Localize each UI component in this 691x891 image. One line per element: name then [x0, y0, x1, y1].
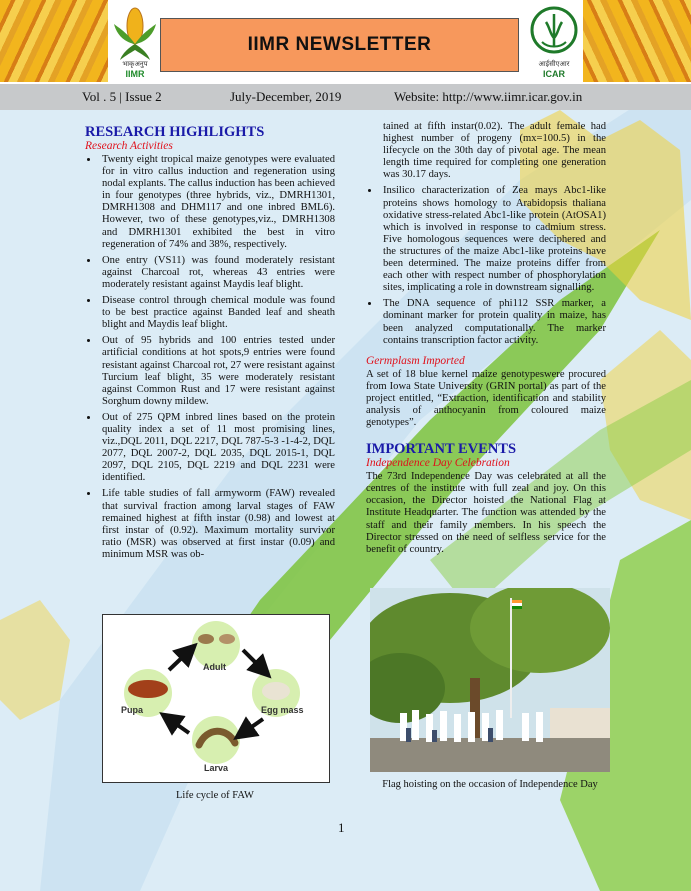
photo-image	[370, 588, 610, 772]
list-item: • Twenty eight tropical maize genotypes were evaluated for in vitro callus induction and regeneration using nodal explants. The callus induction has been achieved in four genotypes (three hybrids, viz., DMRH1301, DMRH1308 and DHM117 and one inbred BML6). However, two of these genotypes,viz., DMRH1308 and DMRH1301 exhibited the best in vitro regeneration of 74% and 38%, respectively.	[99, 154, 335, 251]
left-column	[85, 124, 335, 565]
icar-logo	[528, 4, 580, 80]
germplasm-heading: Germplasm Imported	[366, 354, 465, 367]
important-events-heading: IMPORTANT EVENTS	[366, 441, 517, 458]
list-item: • Out of 95 hybrids and 100 entries tested under artificial conditions at hot spots,9 entries were found resistant against Charcoal rot, 27 were resistant against Turcium leaf blight, 35 were moderately resistant against Common Rust and 17 were resistant against Sorghum downy mildew.	[99, 335, 335, 408]
faw-figure-caption: Life cycle of FAW	[176, 790, 254, 801]
research-highlights-heading: RESEARCH HIGHLIGHTS	[85, 124, 265, 140]
lifecycle-diagram	[103, 615, 329, 782]
list-item: • Out of 275 QPM inbred lines based on the protein quality index a set of 11 most promising lines, viz.,DQL 2011, DQL 2217, DQL 787-5-3 -1-4-2, DQL 2077, DQL 2007-2, DQL 2035, DQL 2015-1, DQL 2097, DQL 2105, DQL 2219 and DQL 2231 were identified.	[99, 412, 335, 485]
volume-issue: Vol . 5 | Issue 2	[82, 89, 162, 104]
corn-image-left	[0, 0, 108, 82]
germplasm-text: A set of 18 blue kernel maize genotypeswere procured from Iowa State University (GRIN portal) as part of the project entitled, “Extraction, identification and stability analysis of anthocyanin from coloured maize genotypes”.	[366, 368, 606, 429]
iimr-hindi-text: भाकृअनुप	[122, 60, 148, 68]
events-text: The 73rd Independence Day was celebrated at all the centres of the institute with full zeal and joy. On this occasion, the Director hoisted the National Flag at Institute Headquarter. The function was attended by the staff and their family members. In his speech the Director stressed on the need of selfless service for the benefit of country.	[366, 471, 606, 555]
photo-caption: Flag hoisting on the occasion of Independence Day	[382, 779, 598, 790]
icar-emblem-icon	[528, 4, 580, 60]
iimr-logo	[110, 4, 160, 80]
list-item: • One entry (VS11) was found moderately resistant against Charcoal rot, whereas 43 entries were moderately resistant against Maydis leaf blight.	[99, 255, 335, 291]
corn-image-right	[583, 0, 691, 82]
research-activities-heading: Research Activities	[85, 140, 173, 152]
header	[0, 0, 691, 84]
continued-text: tained at fifth instar(0.02). The adult female had highest number of progeny (mx=100.5) in the lifecycle on the 30th day of pivotal age. The mean length time required for completing one generation was 30.17 days.	[383, 121, 606, 181]
flag-hoisting-photo	[370, 588, 610, 772]
iimr-logo-text: IIMR	[125, 69, 145, 79]
info-bar	[0, 84, 691, 110]
website-link[interactable]: Website: http://www.iimr.icar.gov.in	[394, 89, 583, 104]
egg-mass-label: Egg mass	[261, 705, 304, 715]
page-number: 1	[338, 820, 345, 835]
faw-lifecycle-figure	[102, 614, 330, 783]
list-item: • Insilico characterization of Zea mays Abc1-like proteins shows homology to Arabidopsis thaliana oxidative stress-related Abc1-like protein (AtOSA1) which is involved in response to cadmium stress. Five homologous sequences were deciphered and the structures of the maize Abc1-like proteins have been determined. The maize proteins differ from each other with respect number of phosphorylation sites, implicating a role in downstream signalling.	[380, 185, 606, 294]
right-bullet-list	[366, 185, 606, 346]
publication-period: July-December, 2019	[230, 89, 342, 104]
research-bullet-list	[85, 154, 335, 561]
right-column	[366, 121, 606, 556]
newsletter-title: IIMR NEWSLETTER	[247, 34, 432, 55]
list-item: • Disease control through chemical module was found to be best practice against Banded leaf and sheath blight and Maydis leaf blight.	[99, 295, 335, 331]
icar-logo-text: ICAR	[543, 69, 565, 79]
icar-hindi-text: आईसीएआर	[538, 60, 570, 68]
adult-label: Adult	[203, 662, 226, 672]
pupa-label: Pupa	[121, 705, 144, 715]
list-item: • The DNA sequence of phi112 SSR marker, a dominant marker for protein quality in maize, has been analyzed computationally. The marker contains transcription factor activity.	[380, 298, 606, 346]
list-item: • Life table studies of fall armyworm (FAW) revealed that survival fraction among larval stages of FAW remained highest at fifth instar (0.98) and lowest at first instar of (0.92). Maximum mortality survivor ratio (MSR) was observed at first instar (0.09) and minimum MSR was ob-	[99, 488, 335, 561]
newsletter-title-box	[160, 18, 519, 72]
larva-label: Larva	[204, 763, 229, 773]
independence-day-heading: Independence Day Celebration	[366, 457, 510, 470]
